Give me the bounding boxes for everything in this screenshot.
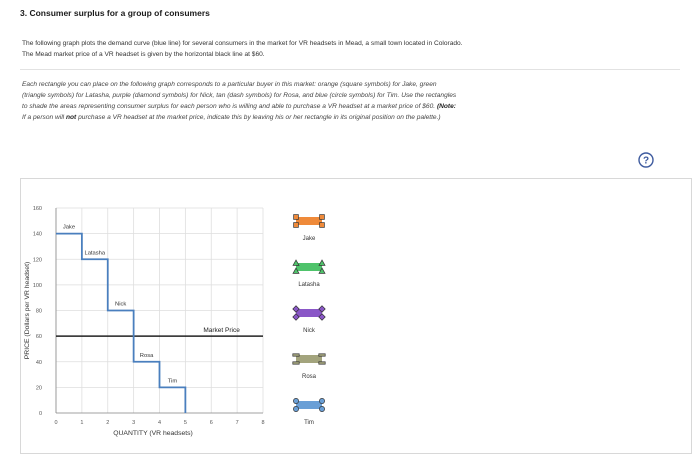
palette-rect-jake[interactable]	[294, 215, 325, 228]
y-tick-label: 80	[35, 308, 42, 315]
palette-rect-nick-fill	[296, 309, 322, 317]
palette-label-nick: Nick	[303, 328, 315, 334]
circle-marker-icon	[319, 398, 324, 403]
y-tick-label: 0	[38, 411, 42, 417]
step-label: Tim	[167, 378, 178, 385]
palette-rect-tim-fill	[296, 401, 322, 409]
y-tick-label: 160	[32, 206, 42, 212]
market-price-label: Market Price	[203, 327, 240, 335]
square-marker-icon	[294, 223, 299, 228]
y-tick-label: 140	[32, 231, 42, 238]
x-tick-label: 0	[54, 420, 58, 426]
intro-line-1: The following graph plots the demand curve (blue line) for several consumers in the market for VR headsets in Mead, a small town located in Colorado.	[22, 40, 463, 47]
step-label: Rosa	[139, 352, 154, 359]
circle-marker-icon	[293, 398, 298, 403]
palette-rect-latasha[interactable]	[293, 260, 325, 273]
x-tick-label: 1	[80, 420, 84, 426]
chart-ticks	[33, 206, 265, 426]
dash-marker-icon	[319, 354, 325, 356]
section-divider	[20, 69, 680, 70]
y-tick-label: 40	[35, 359, 42, 366]
palette-rect-latasha-fill	[296, 263, 322, 271]
palette-label-latasha: Latasha	[298, 282, 320, 288]
circle-marker-icon	[319, 406, 324, 411]
palette-rect-nick[interactable]	[293, 306, 325, 320]
y-tick-label: 20	[35, 385, 42, 392]
help-icon-symbol: ?	[642, 155, 650, 167]
square-marker-icon	[320, 223, 325, 228]
step-label: Latasha	[84, 250, 106, 257]
x-axis-label: QUANTITY (VR headsets)	[113, 430, 193, 437]
palette-rect-rosa[interactable]	[293, 354, 325, 364]
help-icon[interactable]	[638, 152, 654, 168]
x-tick-label: 5	[183, 420, 187, 426]
palette-rect-rosa-fill	[296, 355, 322, 363]
triangle-marker-icon	[293, 260, 299, 265]
instructions-text	[22, 79, 672, 123]
y-axis-label: PRICE (Dollars per VR headset)	[24, 261, 31, 360]
step-label: Jake	[62, 224, 76, 231]
square-marker-icon	[320, 215, 325, 220]
palette-rect-jake-fill	[296, 217, 322, 225]
dash-marker-icon	[319, 362, 325, 364]
y-tick-label: 100	[32, 282, 42, 289]
square-marker-icon	[294, 215, 299, 220]
circle-marker-icon	[293, 406, 298, 411]
palette-label-tim: Tim	[304, 420, 314, 426]
palette-label-jake: Jake	[302, 236, 316, 242]
instructions-line-4: If a person will not purchase a VR headset at the market price, indicate this by leaving his or her rectangle in its original position on the palette.)	[22, 114, 441, 121]
intro-line-2: The Mead market price of a VR headset is given by the horizontal black line at $60.	[22, 51, 265, 58]
dash-marker-icon	[293, 354, 299, 356]
triangle-marker-icon	[319, 260, 325, 265]
instructions-line-1: Each rectangle you can place on the following graph corresponds to a particular buyer in this market: orange (square symbols) for Jake, green	[22, 81, 437, 88]
y-tick-label: 120	[32, 257, 42, 264]
palette	[293, 215, 325, 426]
demand-chart	[21, 179, 691, 453]
palette-label-rosa: Rosa	[301, 374, 317, 380]
y-tick-label: 60	[35, 334, 42, 341]
palette-rect-tim[interactable]	[293, 398, 324, 411]
step-label: Nick	[115, 301, 127, 308]
dash-marker-icon	[293, 362, 299, 364]
x-tick-label: 8	[261, 420, 265, 426]
instructions-line-2: (triangle symbols) for Latasha, purple (diamond symbols) for Nick, tan (dash symbols) for Rosa, and blue (circle symbols) for Tim. Use the rectangles	[22, 92, 457, 99]
x-tick-label: 2	[106, 420, 110, 426]
instructions-line-3: to shade the areas representing consumer surplus for each person who is willing and able to purchase a VR headset at a market price of $60. (Note:	[22, 103, 456, 110]
question-title: 3. Consumer surplus for a group of consumers	[20, 8, 210, 18]
step-labels	[63, 225, 178, 385]
intro-text	[22, 38, 662, 60]
x-tick-label: 6	[209, 420, 213, 426]
x-tick-label: 4	[157, 420, 162, 426]
x-tick-label: 3	[132, 420, 136, 426]
x-tick-label: 7	[235, 420, 239, 426]
graph-panel	[20, 178, 692, 454]
demand-curve	[56, 234, 185, 413]
